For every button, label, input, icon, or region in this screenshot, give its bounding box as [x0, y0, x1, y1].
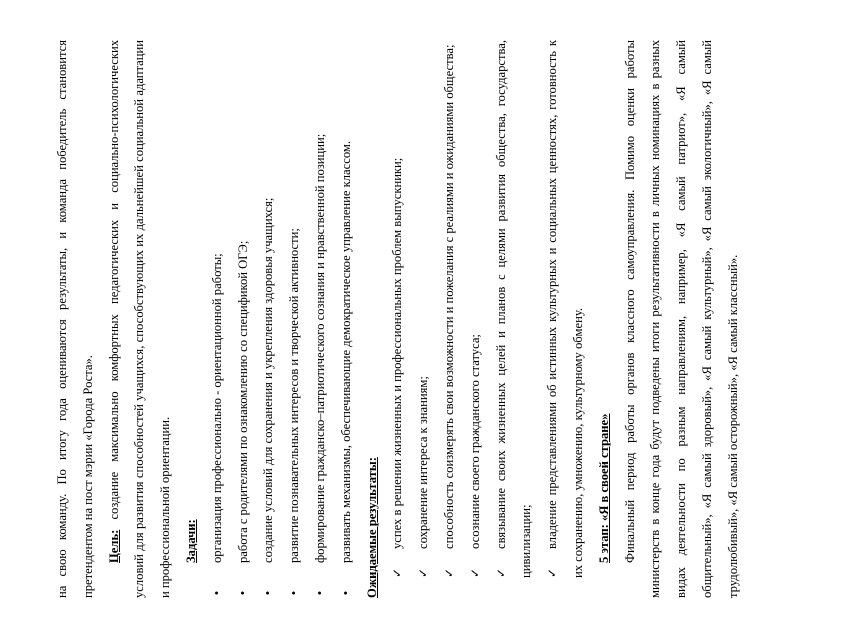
bullet-icon: •: [312, 590, 327, 596]
list-item: [308, 40, 334, 598]
tasks-heading-text: Задачи:: [183, 519, 198, 563]
bullet-icon: •: [209, 590, 224, 596]
list-item-text: способность соизмерять свои возможности и пожелания с реалиями и ожиданиями общества;: [441, 44, 456, 549]
list-item-text: организация профессионально - ориентационной работы;: [209, 253, 224, 563]
bullet-icon: •: [261, 590, 276, 596]
list-item: [489, 40, 541, 598]
bullet-icon: •: [338, 590, 353, 596]
rotated-page: [28, 22, 768, 602]
list-item: [540, 40, 592, 598]
bullet-icon: •: [235, 590, 250, 596]
results-heading-text: Ожидаемые результаты:: [364, 457, 379, 598]
results-list: [385, 40, 591, 598]
list-item-text: работа с родителями по ознакомлению со спецификой ОГЭ;: [235, 240, 250, 563]
list-item: [334, 40, 360, 598]
tasks-heading: [179, 40, 205, 598]
check-icon: ✓: [390, 567, 405, 578]
intro-paragraph: на свою команду. По итогу года оцениваются результаты, и команда победитель становится претендентом на пост мэрии «Города Роста».: [55, 40, 95, 598]
list-item: [411, 40, 437, 598]
list-item-text: создание условий для сохранения и укрепления здоровья учащихся;: [261, 197, 276, 563]
list-item-text: владение представлениями об истинных культурных и социальных ценностях, готовность к их сохранению, умножению, культурному обмену.: [545, 40, 585, 578]
check-icon: ✓: [493, 567, 508, 578]
list-item: [463, 40, 489, 598]
list-item-text: формирование гражданско–патриотического сознания и нравственной позиции;: [312, 133, 327, 563]
list-item: [282, 40, 308, 598]
list-item-text: успех в решении жизненных и профессиональных проблем выпускники;: [390, 157, 405, 549]
list-item-text: сохранение интереса к знаниям;: [416, 376, 431, 549]
stage5-paragraph: Финальный период работы органов классного самоуправления. Помимо оценки работы министерств в конце года будут подведены итоги результативности в личных номинациях в разных видах деятельности по разным направлениям, например, «Я самый патриот», «Я самый общительный», «Я самый здоровый», «Я самый культурный», «Я самый экологичный», «Я самый трудолюбивый», «Я самый осторожный», «Я самый классный».: [622, 40, 740, 598]
list-item-text: осознание своего гражданского статуса;: [467, 334, 482, 549]
list-item: [231, 40, 257, 598]
list-item: [385, 40, 411, 598]
goal-text: создание максимально комфортных педагогических и социально-психологических условий для развития способностей учащихся, способствующих их дальнейшей социальной адаптации и профессиональной ориентации.: [106, 40, 173, 598]
list-item-text: развивать механизмы, обеспечивающие демократическое управление классом.: [338, 140, 353, 563]
check-icon: ✓: [441, 567, 456, 578]
list-item-text: связывание своих жизненных целей и планов с целями развития общества, государства, цивилизации;: [493, 40, 534, 578]
list-item: [256, 40, 282, 598]
check-icon: ✓: [545, 567, 560, 578]
check-icon: ✓: [467, 567, 482, 578]
results-heading: [360, 40, 386, 598]
check-icon: ✓: [416, 567, 431, 578]
list-item-text: развитие познавательных интересов и творческой активности;: [287, 228, 302, 563]
tasks-list: [205, 40, 360, 598]
list-item: [437, 40, 463, 598]
list-item: [205, 40, 231, 598]
goal-paragraph: [102, 40, 179, 598]
stage5-heading: [592, 40, 618, 598]
goal-label: Цель:: [106, 529, 121, 563]
stage5-heading-text: 5 этап: «Я в своей стране»: [596, 413, 611, 563]
bullet-icon: •: [287, 590, 302, 596]
